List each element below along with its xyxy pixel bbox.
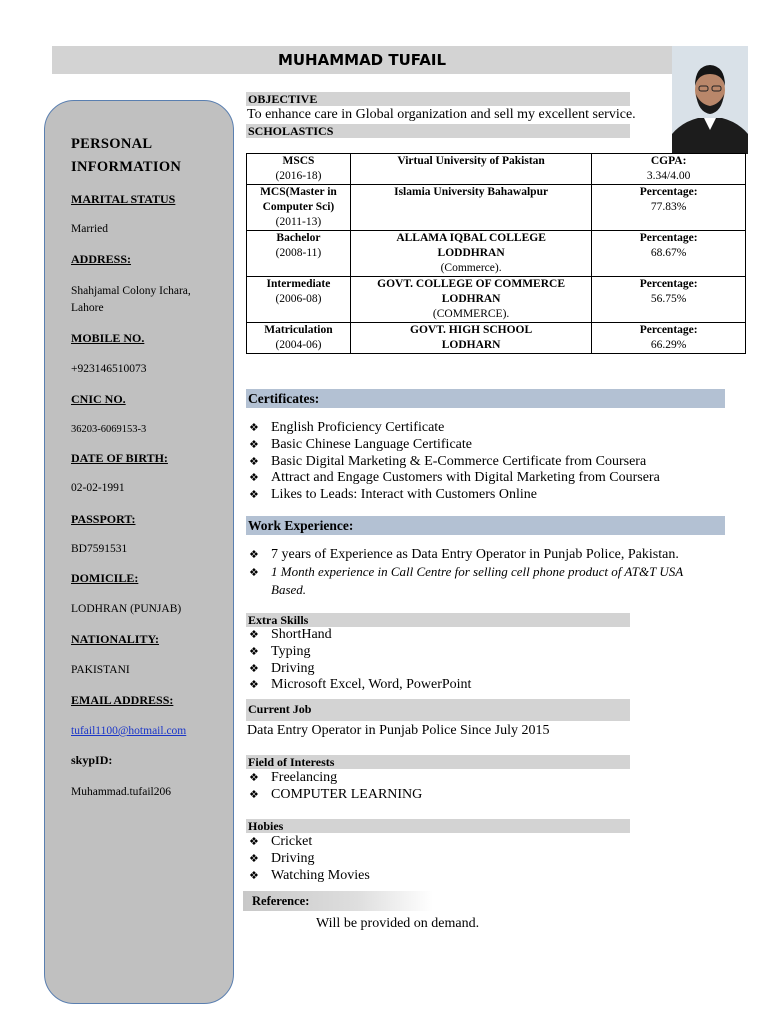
list-item [249,454,660,471]
bullet-icon: ❖ [249,835,259,848]
extra-skills-heading: Extra Skills [246,613,630,627]
marital-status-value: Married [71,223,109,235]
degree: MSCS [282,155,315,167]
list-item-continuation: Based. [271,581,307,597]
domicile-label: DOMICILE: [71,571,139,585]
institute-line2: LODHRAN [441,293,501,305]
list-item-text: COMPUTER LEARNING [271,786,423,802]
institute-line3: (Commerce). [440,262,502,274]
objective-heading: OBJECTIVE [246,92,630,106]
interests-list [249,770,422,804]
bullet-icon: ❖ [249,644,259,658]
bullet-icon: ❖ [249,787,259,801]
institute: GOVT. HIGH SCHOOL [410,324,533,336]
personal-info-title [71,133,181,179]
years: (2004-06) [275,339,322,351]
years: (2008-11) [275,247,322,259]
bullet-icon: ❖ [249,437,259,451]
score: 68.67% [650,247,687,259]
passport-label: PASSPORT: [71,512,136,526]
nationality-label: NATIONALITY: [71,632,160,646]
certificates-list [249,420,660,504]
email-value [71,723,221,740]
bullet-icon: ❖ [249,868,259,882]
list-item-text: Microsoft Excel, Word, PowerPoint [271,677,472,693]
mobile-label: MOBILE NO. [71,331,145,345]
score: 77.83% [650,201,687,213]
hobies-heading: Hobies [246,819,630,833]
institute-line2: LODDHRAN [437,247,505,259]
institute-line2: LODHARN [441,339,501,351]
years: (2006-08) [275,293,322,305]
scholastics-table [246,153,746,354]
list-item [249,547,683,564]
skype-label: skypID: [71,753,113,767]
list-item [249,564,683,582]
email-link[interactable]: tufail1100@hotmail.com [71,725,187,737]
institute: Virtual University of Pakistan [397,155,545,167]
years: (2016-18) [275,170,322,182]
cnic-label: CNIC NO. [71,392,126,406]
table-row [247,231,746,277]
profile-photo [672,46,748,154]
table-row [247,323,746,354]
bullet-icon: ❖ [249,678,259,692]
score: 66.29% [650,339,687,351]
skype-value: Muhammad.tufail206 [71,786,171,798]
list-item [249,868,370,885]
cnic-value: 36203-6069153-3 [71,424,147,435]
address-value: Shahjamal Colony Ichara, Lahore [71,285,191,314]
institute-line3: (COMMERCE). [432,308,510,320]
list-item-text: Watching Movies [271,867,370,883]
list-item [249,487,660,504]
bullet-icon: ❖ [249,628,259,641]
bullet-icon: ❖ [249,851,259,865]
table-row [247,185,746,231]
list-item [249,627,471,644]
list-item-text: Cricket [271,834,313,849]
list-item-text: Freelancing [271,770,338,785]
passport-value: BD7591531 [71,543,128,555]
objective-text: To enhance care in Global organization and sell my excellent service. [247,107,636,122]
list-item-text: Driving [271,850,315,866]
list-item-text: Basic Chinese Language Certificate [271,436,472,452]
list-item-text: English Proficiency Certificate [271,420,445,435]
list-item-text: 7 years of Experience as Data Entry Operator in Punjab Police, Pakistan. [271,547,679,562]
score-label: CGPA: [650,155,687,167]
institute: GOVT. COLLEGE OF COMMERCE [377,278,566,290]
score-label: Percentage: [639,324,698,336]
nationality-value: PAKISTANI [71,664,130,676]
list-item-text: Likes to Leads: Interact with Customers Online [271,487,537,503]
email-label: EMAIL ADDRESS: [71,693,174,707]
list-item-text: 1 Month experience in Call Centre for selling cell phone product of AT&T USA [271,563,684,579]
score-label: Percentage: [639,232,698,244]
work-experience-heading: Work Experience: [246,516,725,535]
score: 56.75% [650,293,687,305]
list-item-text: Attract and Engage Customers with Digital Marketing from Coursera [271,470,660,486]
bullet-icon: ❖ [249,488,259,502]
degree: Bachelor [276,232,321,244]
reference-heading: Reference: [243,891,433,911]
list-item [249,834,370,851]
list-item [249,677,471,694]
extra-skills-list [249,627,471,694]
degree: Intermediate [266,278,331,290]
address-label: ADDRESS: [71,252,132,266]
personal-info-title-line1: PERSONAL [71,136,153,152]
bullet-icon: ❖ [249,661,259,675]
table-row [247,277,746,323]
bullet-icon: ❖ [249,421,259,434]
work-experience-list [249,547,683,598]
years: (2011-13) [275,216,322,228]
list-item [249,420,660,437]
list-item-text: Typing [271,643,311,659]
list-item [249,644,471,661]
candidate-name: MUHAMMAD TUFAIL [52,46,672,74]
list-item [249,770,422,787]
table-row [247,154,746,185]
dob-value: 02-02-1991 [71,482,125,494]
list-item-text: Basic Digital Marketing & E-Commerce Certificate from Coursera [271,453,647,469]
list-item [249,437,660,454]
bullet-icon: ❖ [249,454,259,468]
list-item [249,851,370,868]
bullet-icon: ❖ [249,565,259,579]
list-item [249,470,660,487]
personal-info-title-line2: INFORMATION [71,159,182,175]
degree: MCS(Master in [260,186,337,198]
current-job-heading: Current Job [246,699,630,721]
list-item-text: ShortHand [271,627,332,642]
scholastics-heading: SCHOLASTICS [246,124,630,138]
reference-text: Will be provided on demand. [316,916,480,931]
bullet-icon: ❖ [249,471,259,485]
score: 3.34/4.00 [646,170,691,182]
institute: ALLAMA IQBAL COLLEGE [396,232,546,244]
bullet-icon: ❖ [249,771,259,784]
bullet-icon: ❖ [249,548,259,561]
current-job-text: Data Entry Operator in Punjab Police Since July 2015 [247,723,550,738]
marital-status-label: MARITAL STATUS [71,192,176,206]
list-item [249,661,471,678]
interests-heading: Field of Interests [246,755,630,769]
list-item-text: Driving [271,660,315,676]
hobies-list [249,834,370,884]
mobile-value: +923146510073 [71,363,147,375]
institute: Islamia University Bahawalpur [394,186,549,198]
dob-label: DATE OF BIRTH: [71,451,168,465]
certificates-heading: Certificates: [246,389,725,408]
list-item [249,787,422,804]
domicile-value: LODHRAN (PUNJAB) [71,603,182,615]
degree-line2: Computer Sci) [262,201,335,213]
score-label: Percentage: [639,186,698,198]
score-label: Percentage: [639,278,698,290]
degree: Matriculation [264,324,333,336]
